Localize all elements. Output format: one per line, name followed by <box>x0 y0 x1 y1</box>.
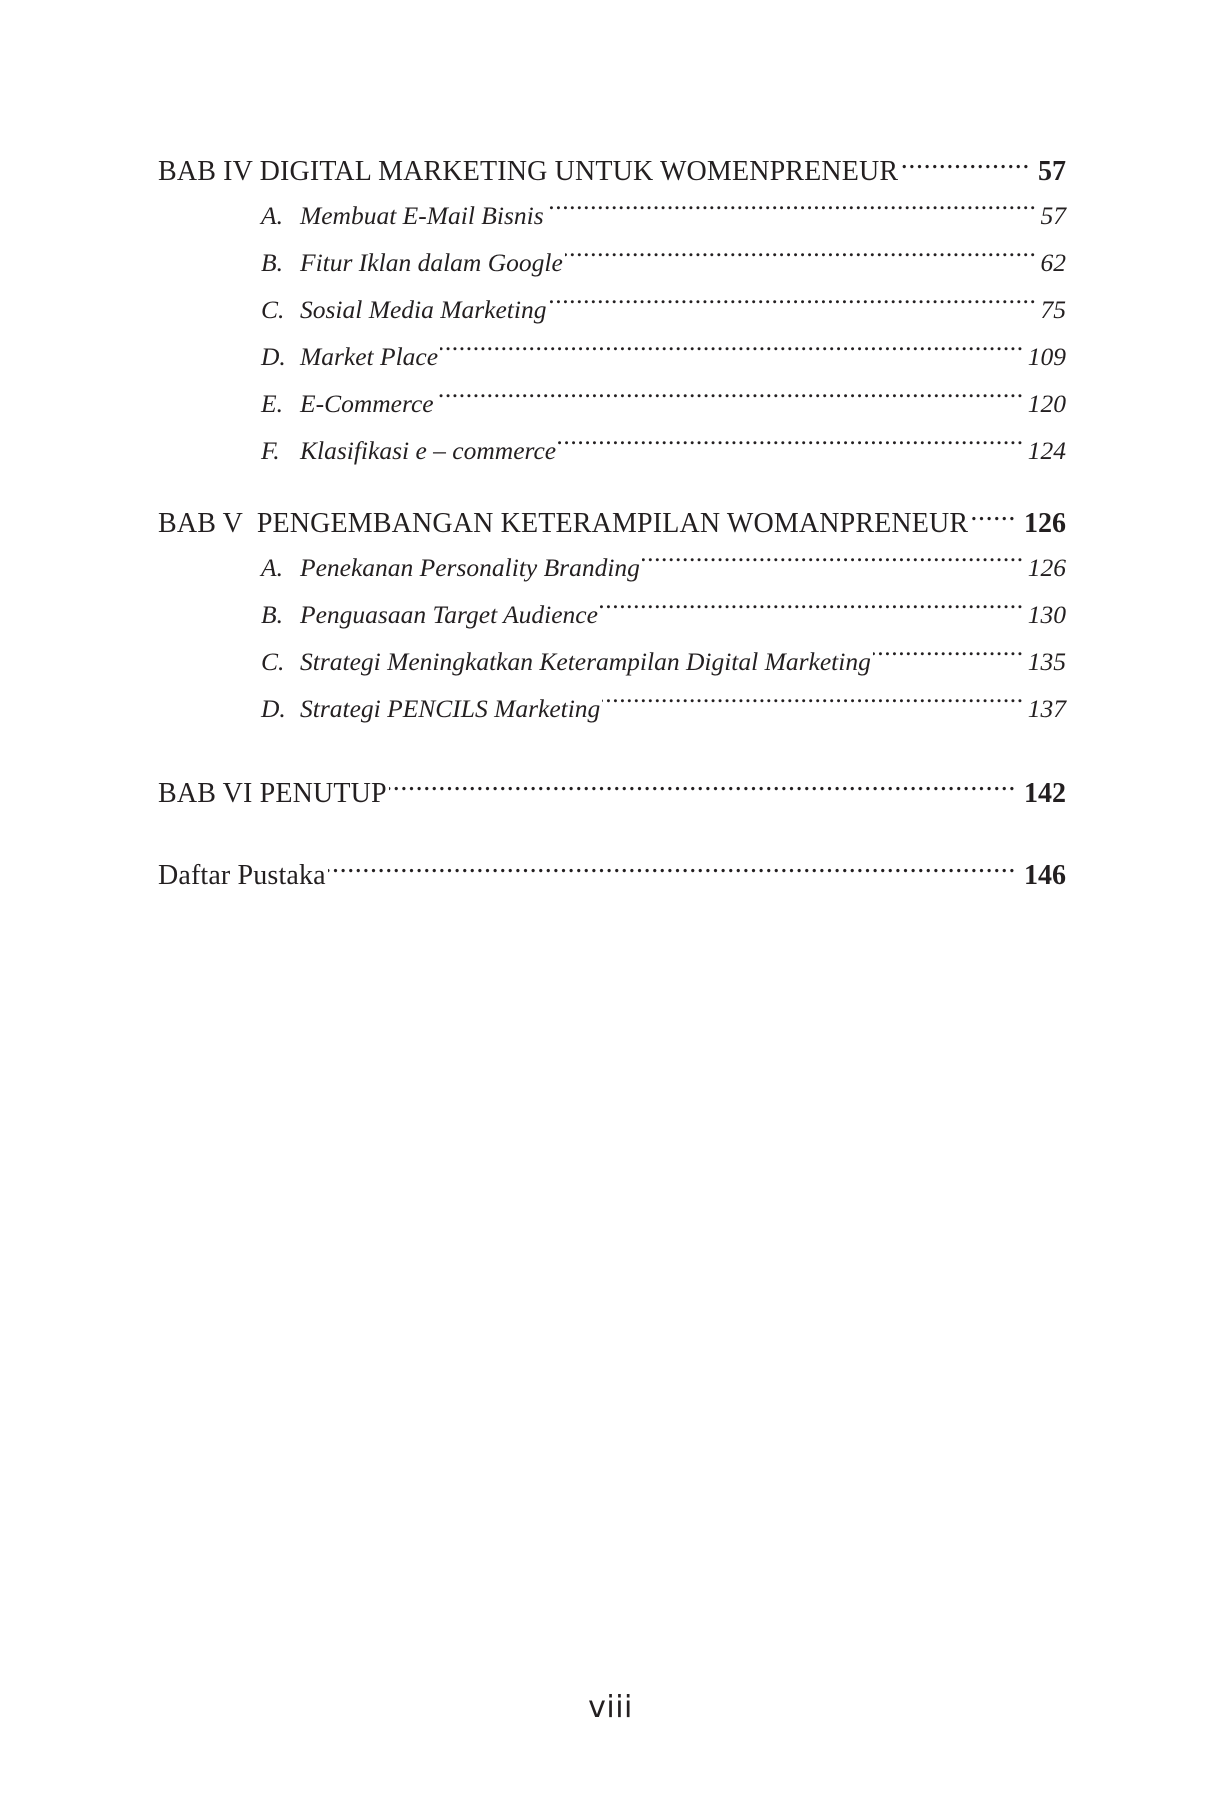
chapter-title: BAB VI PENUTUP <box>158 778 387 809</box>
toc-chapter-bab-iv <box>158 152 1066 192</box>
section-letter: B. <box>261 248 283 277</box>
leader-dots <box>558 434 1024 460</box>
section-letter: D. <box>261 694 286 723</box>
toc-section <box>158 239 1066 286</box>
chapter-title: Daftar Pustaka <box>158 860 326 891</box>
toc-section <box>158 544 1066 591</box>
table-of-contents <box>158 152 1066 896</box>
section-title: Membuat E-Mail Bisnis <box>300 201 544 230</box>
spacer <box>158 814 1066 856</box>
section-page: 124 <box>1027 436 1066 465</box>
leader-dots <box>436 387 1024 413</box>
section-letter: D. <box>261 342 286 371</box>
toc-daftar-pustaka <box>158 856 1066 896</box>
toc-section <box>158 638 1066 685</box>
toc-section <box>158 286 1066 333</box>
leader-dots <box>548 293 1036 319</box>
section-page: 120 <box>1027 389 1066 418</box>
section-page: 62 <box>1040 248 1066 277</box>
chapter-title: BAB V PENGEMBANGAN KETERAMPILAN WOMANPRENEUR <box>158 508 969 539</box>
toc-chapter-bab-v <box>158 504 1066 544</box>
section-page: 130 <box>1027 600 1066 629</box>
section-page: 137 <box>1027 694 1066 723</box>
section-title: E-Commerce <box>300 389 434 418</box>
toc-section <box>158 333 1066 380</box>
leader-dots <box>900 152 1030 180</box>
toc-section <box>158 192 1066 239</box>
toc-chapter-bab-vi <box>158 774 1066 814</box>
spacer <box>158 732 1066 774</box>
leader-dots <box>546 199 1037 225</box>
section-letter: A. <box>261 201 283 230</box>
leader-dots <box>565 246 1037 272</box>
toc-section <box>158 380 1066 427</box>
section-title: Penguasaan Target Audience <box>300 600 598 629</box>
leader-dots <box>642 551 1024 577</box>
leader-dots <box>440 340 1024 366</box>
section-page: 75 <box>1040 295 1066 324</box>
section-title: Klasifikasi e – commerce <box>300 436 557 465</box>
leader-dots <box>328 856 1016 884</box>
section-letter: B. <box>261 600 283 629</box>
section-page: 109 <box>1027 342 1066 371</box>
section-page: 57 <box>1040 201 1066 230</box>
section-letter: C. <box>261 647 285 676</box>
section-title: Market Place <box>300 342 439 371</box>
section-title: Fitur Iklan dalam Google <box>300 248 563 277</box>
leader-dots <box>602 692 1023 718</box>
chapter-page: 126 <box>1024 508 1066 539</box>
toc-section <box>158 591 1066 638</box>
chapter-title: BAB IV DIGITAL MARKETING UNTUK WOMENPRENEUR <box>158 156 899 187</box>
toc-section <box>158 427 1066 474</box>
section-page: 126 <box>1027 553 1066 582</box>
section-title: Sosial Media Marketing <box>300 295 547 324</box>
section-page: 135 <box>1027 647 1066 676</box>
section-letter: A. <box>261 553 283 582</box>
page-number: viii <box>588 1690 633 1725</box>
section-letter: E. <box>261 389 283 418</box>
section-title: Penekanan Personality Branding <box>300 553 640 582</box>
chapter-page: 146 <box>1024 860 1066 891</box>
chapter-page: 57 <box>1038 156 1066 187</box>
spacer <box>158 474 1066 504</box>
section-letter: C. <box>261 295 285 324</box>
leader-dots <box>600 598 1024 624</box>
toc-section <box>158 685 1066 732</box>
chapter-page: 142 <box>1024 778 1066 809</box>
section-title: Strategi Meningkatkan Keterampilan Digital Marketing <box>300 647 871 676</box>
leader-dots <box>970 504 1016 532</box>
leader-dots <box>389 774 1016 802</box>
section-title: Strategi PENCILS Marketing <box>300 694 601 723</box>
leader-dots <box>873 645 1024 671</box>
section-letter: F. <box>261 436 280 465</box>
